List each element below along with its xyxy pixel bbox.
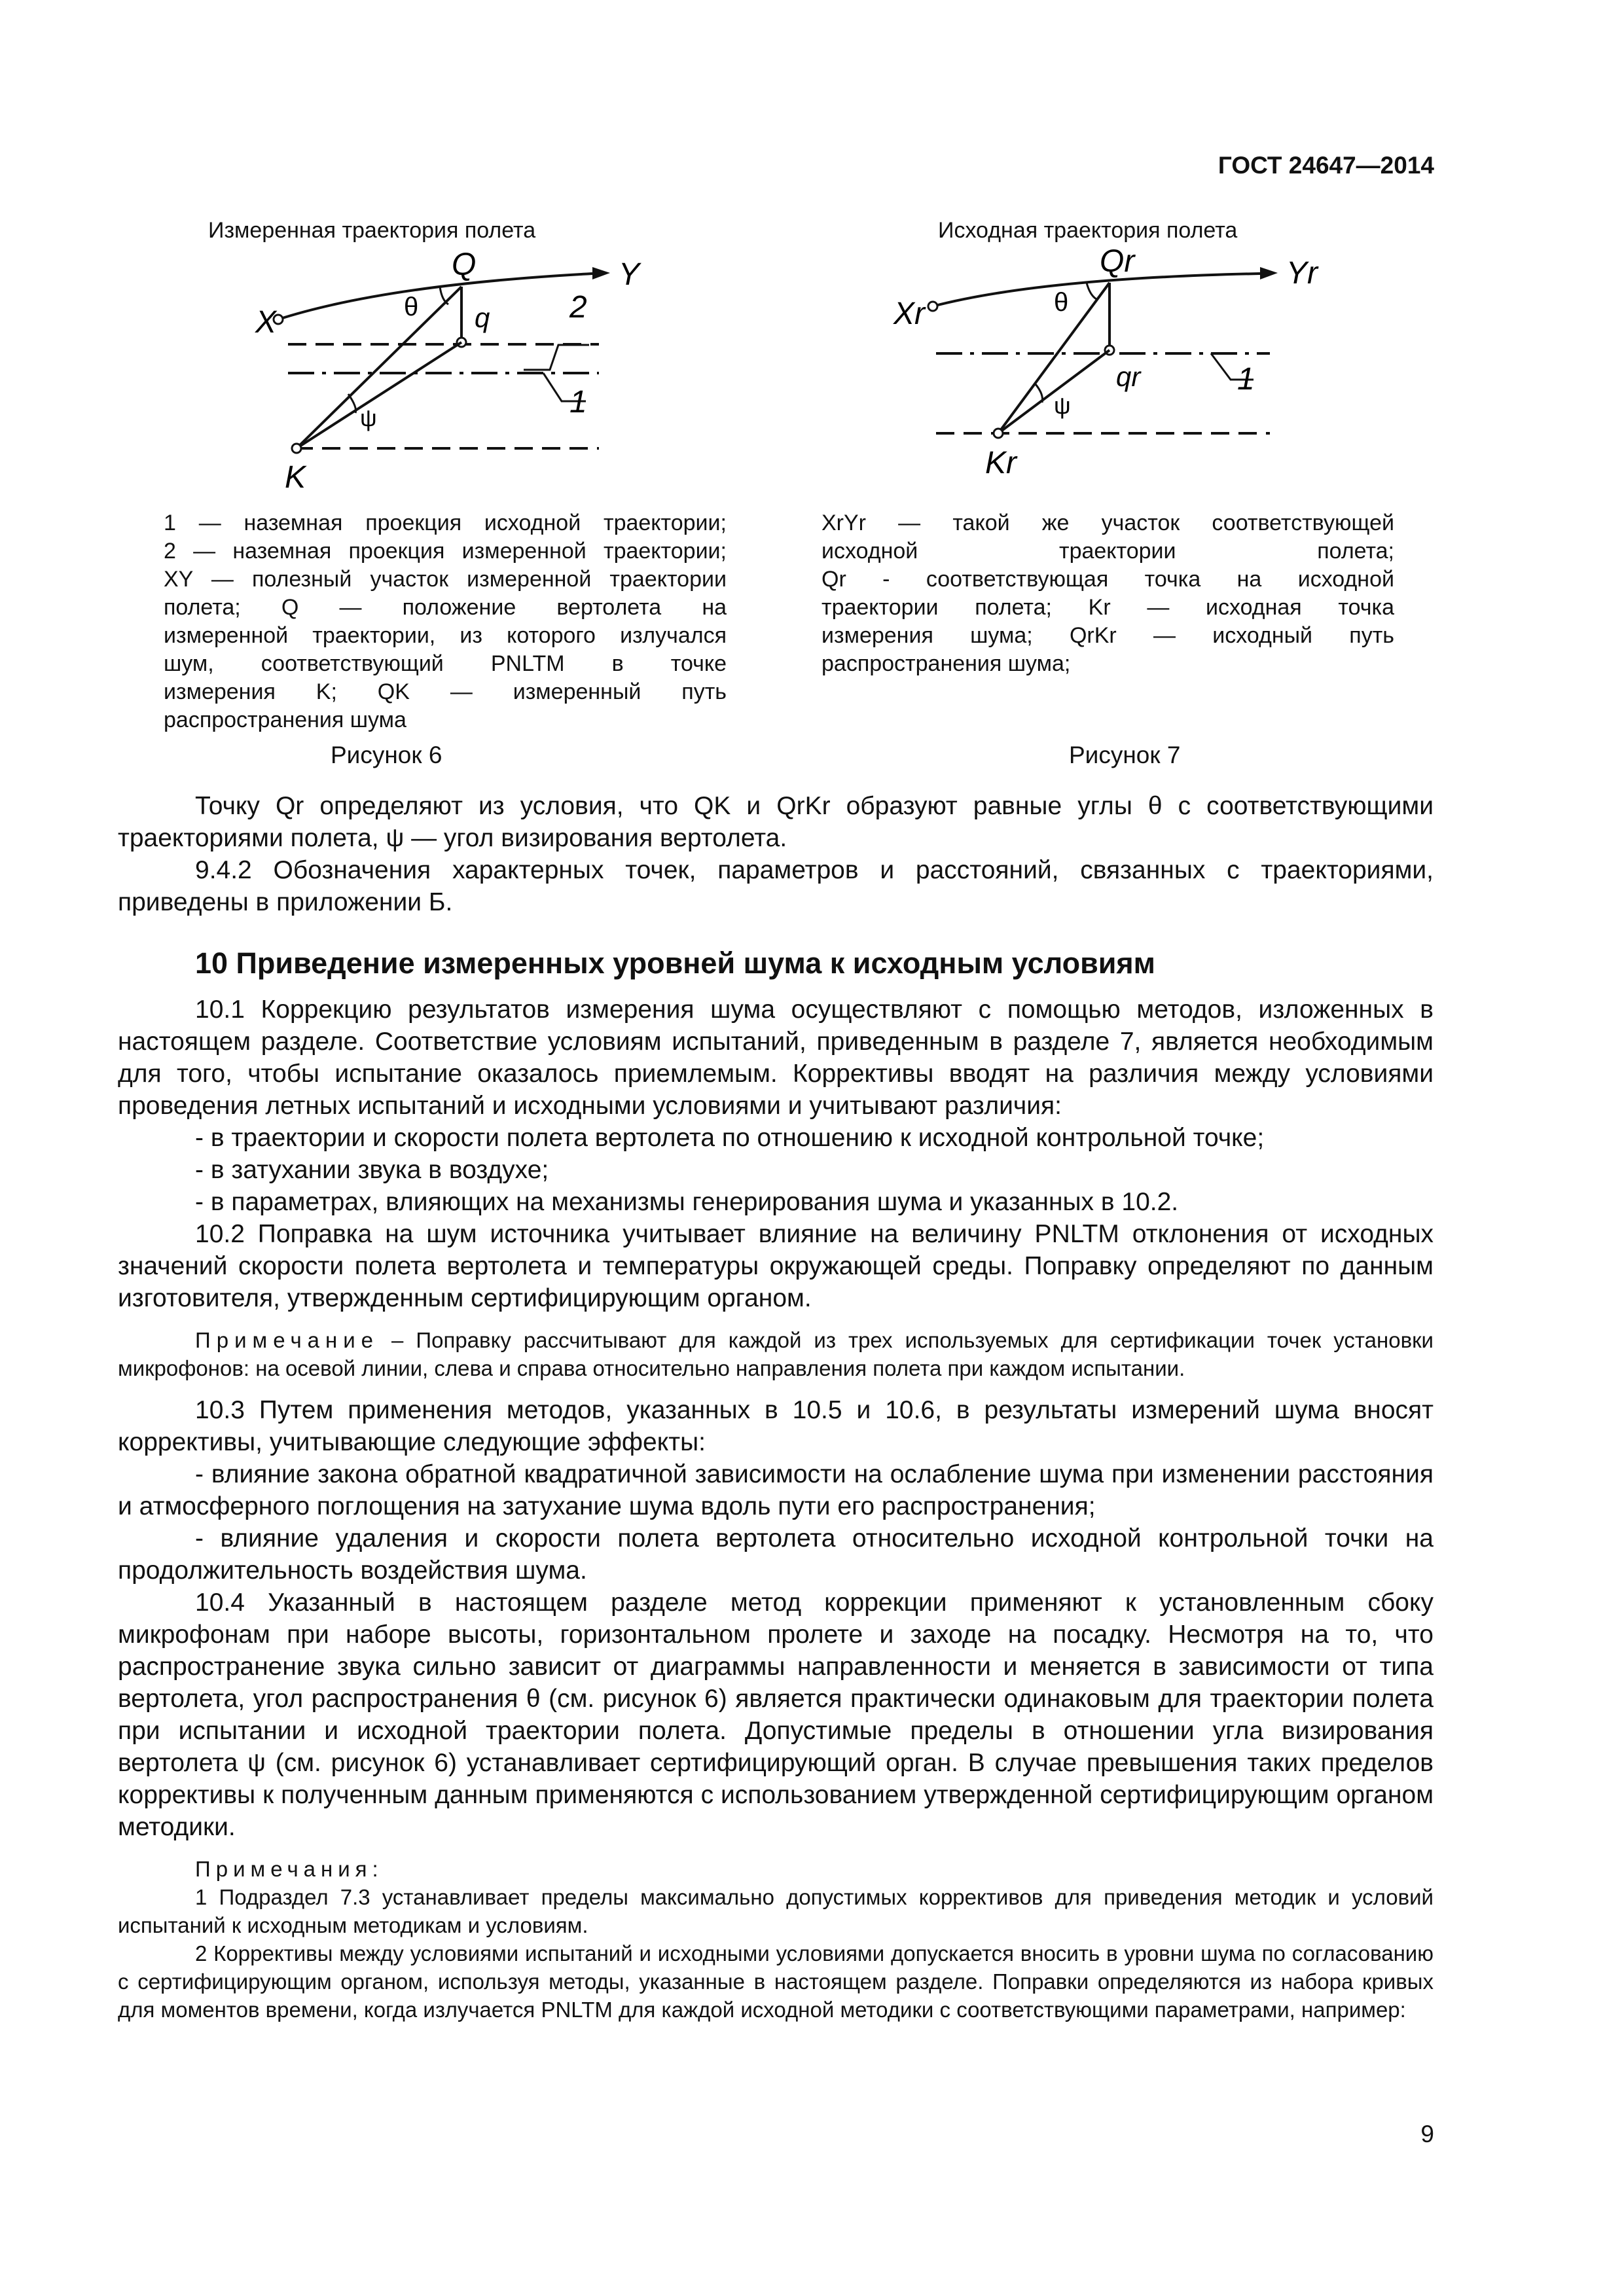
list-item: - в параметрах, влияющих на механизмы генерирования шума и указанных в 10.2. (195, 1188, 1179, 1216)
section-title: 10 Приведение измеренных уровней шума к исходным условиям (195, 946, 1155, 980)
caption-line: измерения K; QK — измеренный путь (164, 679, 727, 704)
note-label: Примечание (195, 1328, 380, 1352)
fig6-psi: ψ (360, 404, 377, 431)
list-item: - влияние закона обратной квадратичной зависимости на ослабление шума при изменении расстояния и атмосферного поглощения на затухание шума вдоль пути его распространения; (118, 1460, 1434, 1520)
figure6-diagram (236, 245, 641, 507)
fig7-label-y: Yr (1286, 256, 1318, 291)
paragraph: 10.1 Коррекцию результатов измерения шума осуществляют с помощью методов, изложенных в настоящем разделе. Соответствие условиям испытаний, приведенным в разделе 7, является необходимым для того, чтобы испытание оказалось приемлемым. Коррективы вводят на различия между условиями проведения летных испытаний и исходными условиями и учитывают различия: (118, 996, 1434, 1120)
paragraph: 10.3 Путем применения методов, указанных в 10.5 и 10.6, в результаты измерений шума вносят коррективы, учитывающие следующие эффекты: (118, 1396, 1434, 1456)
fig6-label-q: Q (452, 247, 477, 282)
main-text (118, 790, 1434, 2024)
page-number: 9 (1420, 2121, 1434, 2147)
fig6-label-q-small: q (475, 302, 490, 333)
figure6-title: Измеренная траектория полета (208, 218, 536, 243)
caption-line: исходной траектории полета; (821, 539, 1394, 564)
figure7-title: Исходная траектория полета (938, 218, 1238, 243)
caption-line: измеренной траектории, из которого излучался (164, 623, 727, 648)
fig6-num-2: 2 (569, 290, 587, 325)
caption-line: распространения шума (164, 708, 406, 732)
fig6-label-x: X (255, 305, 277, 340)
figure7-caption (821, 509, 1394, 678)
list-item: - в траектории и скорости полета вертолета по отношению к исходной контрольной точке; (195, 1124, 1265, 1152)
fig6-label-y: Y (619, 257, 640, 292)
caption-line: 1 — наземная проекция исходной траектории; (164, 511, 727, 535)
caption-line: траектории полета; Kr — исходная точка (821, 595, 1394, 620)
caption-line: 2 — наземная проекция измеренной траектории; (164, 539, 727, 564)
fig6-label-k: K (285, 460, 306, 495)
caption-line: Qr - соответствующая точка на исходной (821, 567, 1394, 592)
caption-line: XY — полезный участок измеренной траектории (164, 567, 727, 592)
caption-line: шум, соответствующий PNLTM в точке (164, 651, 727, 676)
fig7-theta: θ (1054, 288, 1069, 317)
paragraph: 10.4 Указанный в настоящем разделе метод коррекции применяют к установленным сбоку микрофонам при наборе высоты, горизонтальном пролете и заходе на посадку. Несмотря на то, что распространение звука сильно зависит от диаграммы направленности и меняется в зависимости от типа вертолета, угол распространения θ (см. рисунок 6) является практически одинаковым для траектории полета при испытании и исходной траектории полета. Допустимые пределы в отношении угла визирования вертолета ψ (см. рисунок 6) устанавливает сертифицирующий орган. В случае превышения таких пределов коррективы к полученным данным применяются с использованием утвержденной сертифицирующим органом методики. (118, 1588, 1434, 1841)
figure6-caption (164, 509, 727, 734)
caption-line: полета; Q — положение вертолета на (164, 595, 727, 620)
note: 2 Коррективы между условиями испытаний и исходными условиями допускается вносить в уровни шума по согласованию с сертифицирующим органом, используя методы, указанные в настоящем разделе. Поправки определяются из набора кривых для моментов времени, когда излучается PNLTM для каждой исходной методики с соответствующими параметрами, например: (118, 1941, 1434, 2022)
fig7-num-1: 1 (1237, 362, 1255, 397)
list-item: - влияние удаления и скорости полета вертолета относительно исходной контрольной точки на продолжительность воздействия шума. (118, 1524, 1434, 1585)
figure7-diagram (890, 245, 1348, 494)
paragraph: 10.2 Поправка на шум источника учитывает влияние на величину PNLTM отклонения от исходных значений скорости полета вертолета и температуры окружающей среды. Поправку определяют по данным изготовителя, утвержденным сертифицирующим органом. (118, 1220, 1434, 1312)
note (118, 1326, 1434, 1382)
caption-line: XrYr — такой же участок соответствующей (821, 511, 1394, 535)
fig7-psi: ψ (1054, 392, 1071, 419)
note: 1 Подраздел 7.3 устанавливает пределы максимально допустимых коррективов для приведения методик и условий испытаний к исходным методикам и условиям. (118, 1885, 1434, 1937)
caption-line: измерения шума; QrKr — исходный путь (821, 623, 1394, 648)
fig6-num-1: 1 (569, 385, 587, 420)
document-header: ГОСТ 24647—2014 (1218, 152, 1434, 179)
fig7-label-k: Kr (985, 446, 1017, 480)
caption-line: распространения шума; (821, 651, 1071, 676)
fig7-label-q: Qr (1100, 245, 1135, 279)
figure6-label: Рисунок 6 (331, 742, 442, 768)
paragraph: 9.4.2 Обозначения характерных точек, параметров и расстояний, связанных с траекториями, приведены в приложении Б. (118, 856, 1434, 916)
note-text: – Поправку рассчитывают для каждой из трех используемых для сертификации точек установки микрофонов: на осевой линии, слева и справа относительно направления полета при каждом испытании. (118, 1328, 1434, 1380)
paragraph: Точку Qr определяют из условия, что QK и QrKr образуют равные углы θ с соответствующими траекториями полета, ψ — угол визирования вертолета. (118, 792, 1434, 852)
fig7-label-x: Xr (893, 296, 925, 331)
fig7-label-q-small: qr (1116, 361, 1141, 392)
list-item: - в затухании звука в воздухе; (195, 1156, 549, 1184)
fig6-theta: θ (404, 293, 419, 321)
figure7-label: Рисунок 7 (1069, 742, 1181, 768)
notes-label: Примечания: (195, 1857, 384, 1881)
